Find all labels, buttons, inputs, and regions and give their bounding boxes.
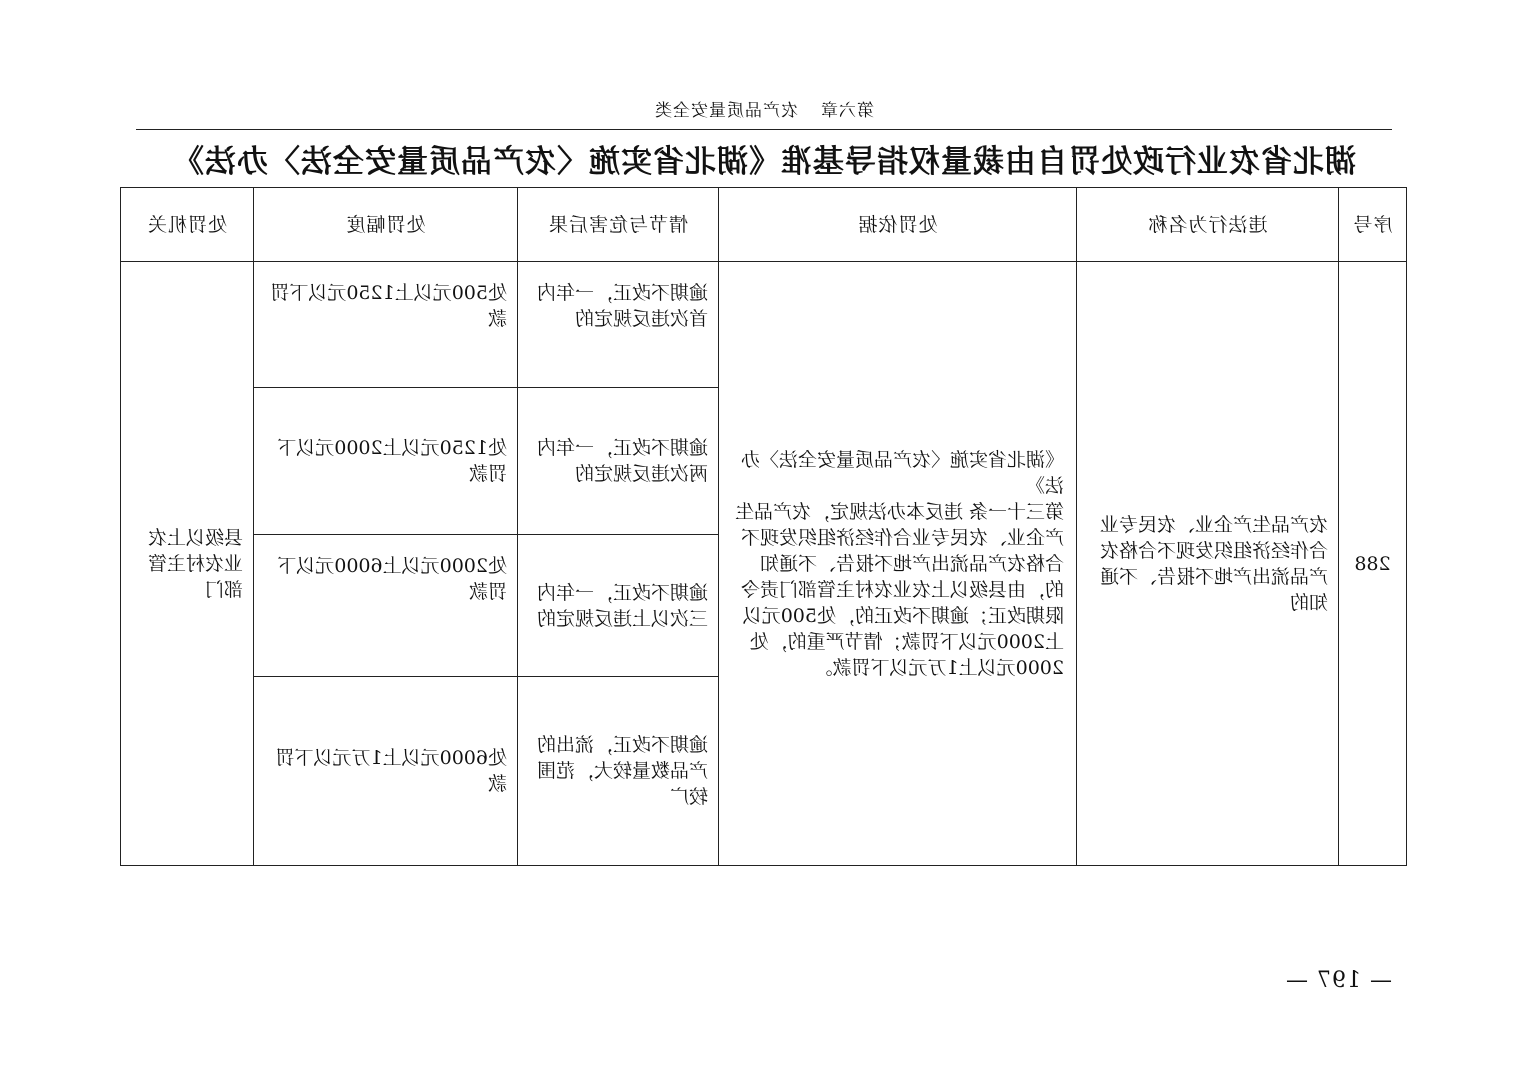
column-header-basis: 处罚依据 <box>719 188 1077 262</box>
penalty-table <box>120 187 1407 866</box>
cell-penalty-3: 处2000元以上6000元以下罚款 <box>254 535 518 677</box>
cell-authority: 县级以上农业农村主管部门 <box>121 262 254 866</box>
document-title: 湖北省农业行政处罚自由裁量权指导基准《湖北省实施〈农产品质量安全法〉办法》 <box>172 144 1356 180</box>
cell-circumstance-1: 逾期不改正，一年内首次违反规定的 <box>518 262 719 388</box>
table-row <box>121 262 1407 388</box>
column-header-penalty: 处罚幅度 <box>254 188 518 262</box>
cell-penalty-4: 处6000元以上1万元以下罚款 <box>254 677 518 866</box>
cell-number: 288 <box>1339 262 1407 866</box>
page-number: — 197 — <box>1285 968 1392 993</box>
table-header-row <box>121 188 1407 262</box>
chapter-title: 农产品质量安全类 <box>654 101 798 121</box>
basis-title: 《湖北省实施〈农产品质量安全法〉办法》 <box>740 448 1064 497</box>
cell-basis <box>719 262 1077 866</box>
header-divider <box>136 129 1392 130</box>
cell-penalty-2: 处1250元以上2000元以下罚款 <box>254 388 518 535</box>
column-header-number: 序号 <box>1339 188 1407 262</box>
column-header-circumstance: 情节与危害后果 <box>518 188 719 262</box>
cell-circumstance-2: 逾期不改正，一年内两次违反规定的 <box>518 388 719 535</box>
column-header-violation: 违法行为名称 <box>1077 188 1339 262</box>
cell-penalty-1: 处500元以上1250元以下罚款 <box>254 262 518 388</box>
basis-text: 第三十一条 违反本办法规定，农产品生产企业、农民专业合作经济组织发现不合格农产品流出产地不报告、不通知的，由县级以上农业农村主管部门责令限期改正；逾期不改正的，处500元以上2000元以下罚款；情节严重的，处2000元以上1万元以下罚款。 <box>734 500 1064 679</box>
column-header-authority: 处罚机关 <box>121 188 254 262</box>
chapter-header <box>136 96 1392 121</box>
cell-circumstance-4: 逾期不改正，流出的产品数量较大，范围较广 <box>518 677 719 866</box>
cell-circumstance-3: 逾期不改正，一年内三次以上违反规定的 <box>518 535 719 677</box>
cell-violation: 农产品生产企业、农民专业合作经济组织发现不合格农产品流出产地不报告、不通知的 <box>1077 262 1339 866</box>
chapter-number: 第六章 <box>820 101 874 121</box>
